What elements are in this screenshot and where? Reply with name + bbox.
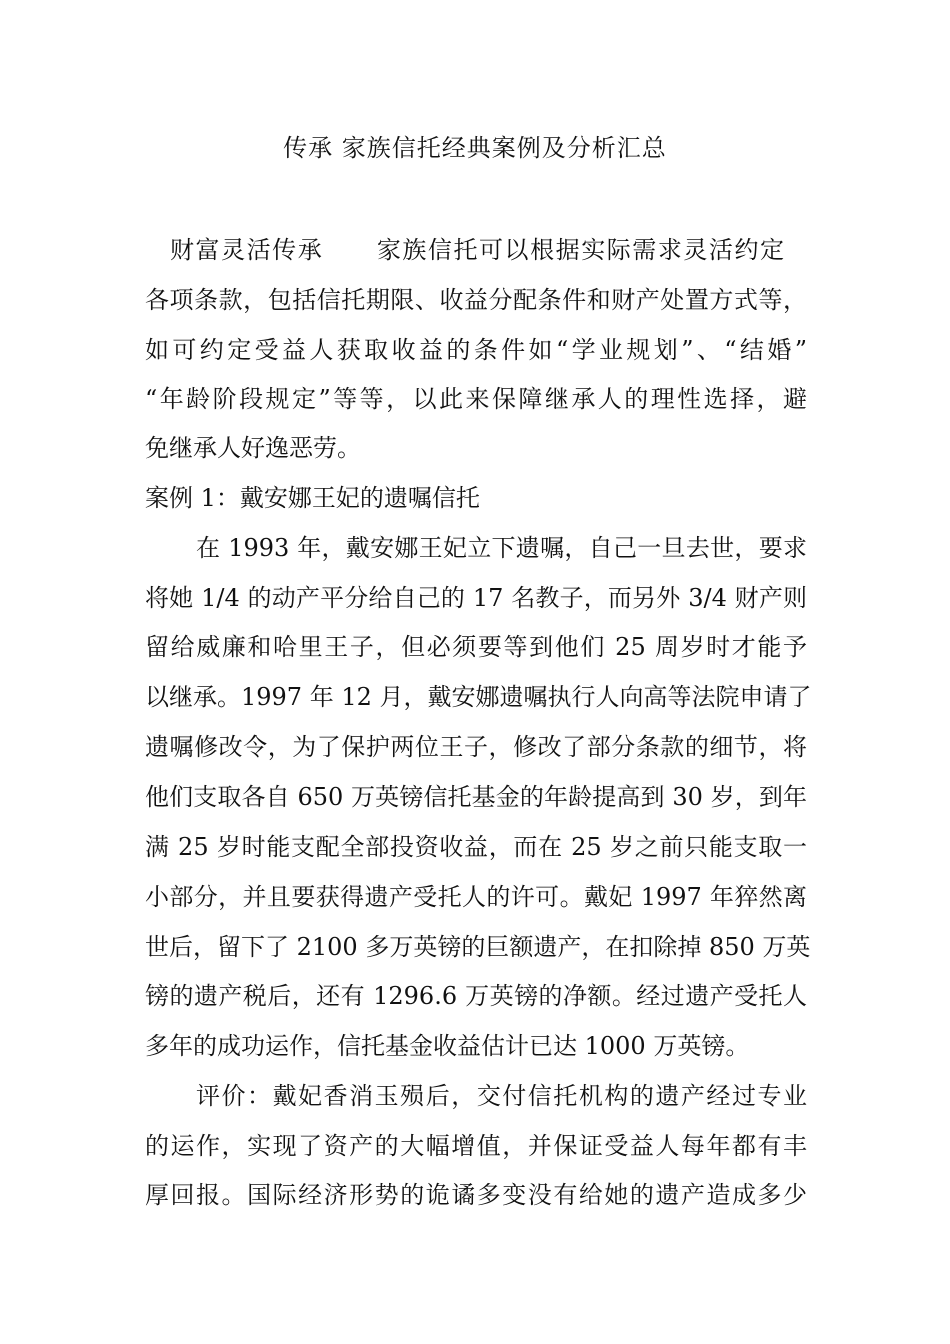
- intro-heading: 财富灵活传承: [170, 236, 324, 264]
- paragraph-line: 免继承人好逸恶劳。: [145, 434, 361, 462]
- paragraph-line: 满 25 岁时能支配全部投资收益，而在 25 岁之前只能支取一: [145, 833, 807, 861]
- paragraph-line: 多年的成功运作，信托基金收益估计已达 1000 万英镑。: [145, 1032, 750, 1060]
- paragraph-line: “年龄阶段规定”等等，以此来保障继承人的理性选择，避: [145, 385, 807, 413]
- intro-first-line: [170, 232, 784, 268]
- paragraph-line: 如可约定受益人获取收益的条件如“学业规划”、“结婚”: [145, 336, 807, 364]
- paragraph-line: 留给威廉和哈里王子，但必须要等到他们 25 周岁时才能予: [145, 633, 807, 661]
- paragraph-line: 遗嘱修改令，为了保护两位王子，修改了部分条款的细节，将: [145, 733, 807, 761]
- paragraph-line: 评价：戴妃香消玉殒后，交付信托机构的遗产经过专业: [196, 1082, 807, 1110]
- intro-first-line-text: 家族信托可以根据实际需求灵活约定: [375, 236, 785, 264]
- paragraph-line: 以继承。1997 年 12 月，戴安娜遗嘱执行人向高等法院申请了: [145, 683, 812, 711]
- case-heading: 案例 1：戴安娜王妃的遗嘱信托: [145, 484, 480, 512]
- paragraph-line: 小部分，并且要获得遗产受托人的许可。戴妃 1997 年猝然离: [145, 883, 807, 911]
- paragraph-line: 的运作，实现了资产的大幅增值，并保证受益人每年都有丰: [145, 1132, 807, 1160]
- paragraph-line: 在 1993 年，戴安娜王妃立下遗嘱，自己一旦去世，要求: [196, 534, 807, 562]
- paragraph-line: 各项条款，包括信托期限、收益分配条件和财产处置方式等，: [145, 286, 807, 314]
- paragraph-line: 世后，留下了 2100 多万英镑的巨额遗产，在扣除掉 850 万英: [145, 933, 811, 961]
- paragraph-line: 厚回报。国际经济形势的诡谲多变没有给她的遗产造成多少: [145, 1181, 807, 1209]
- document-title: 传承 家族信托经典案例及分析汇总: [283, 134, 667, 162]
- paragraph-line: 他们支取各自 650 万英镑信托基金的年龄提高到 30 岁，到年: [145, 783, 807, 811]
- paragraph-line: 镑的遗产税后，还有 1296.6 万英镑的净额。经过遗产受托人: [145, 982, 807, 1010]
- paragraph-line: 将她 1/4 的动产平分给自己的 17 名教子，而另外 3/4 财产则: [145, 584, 807, 612]
